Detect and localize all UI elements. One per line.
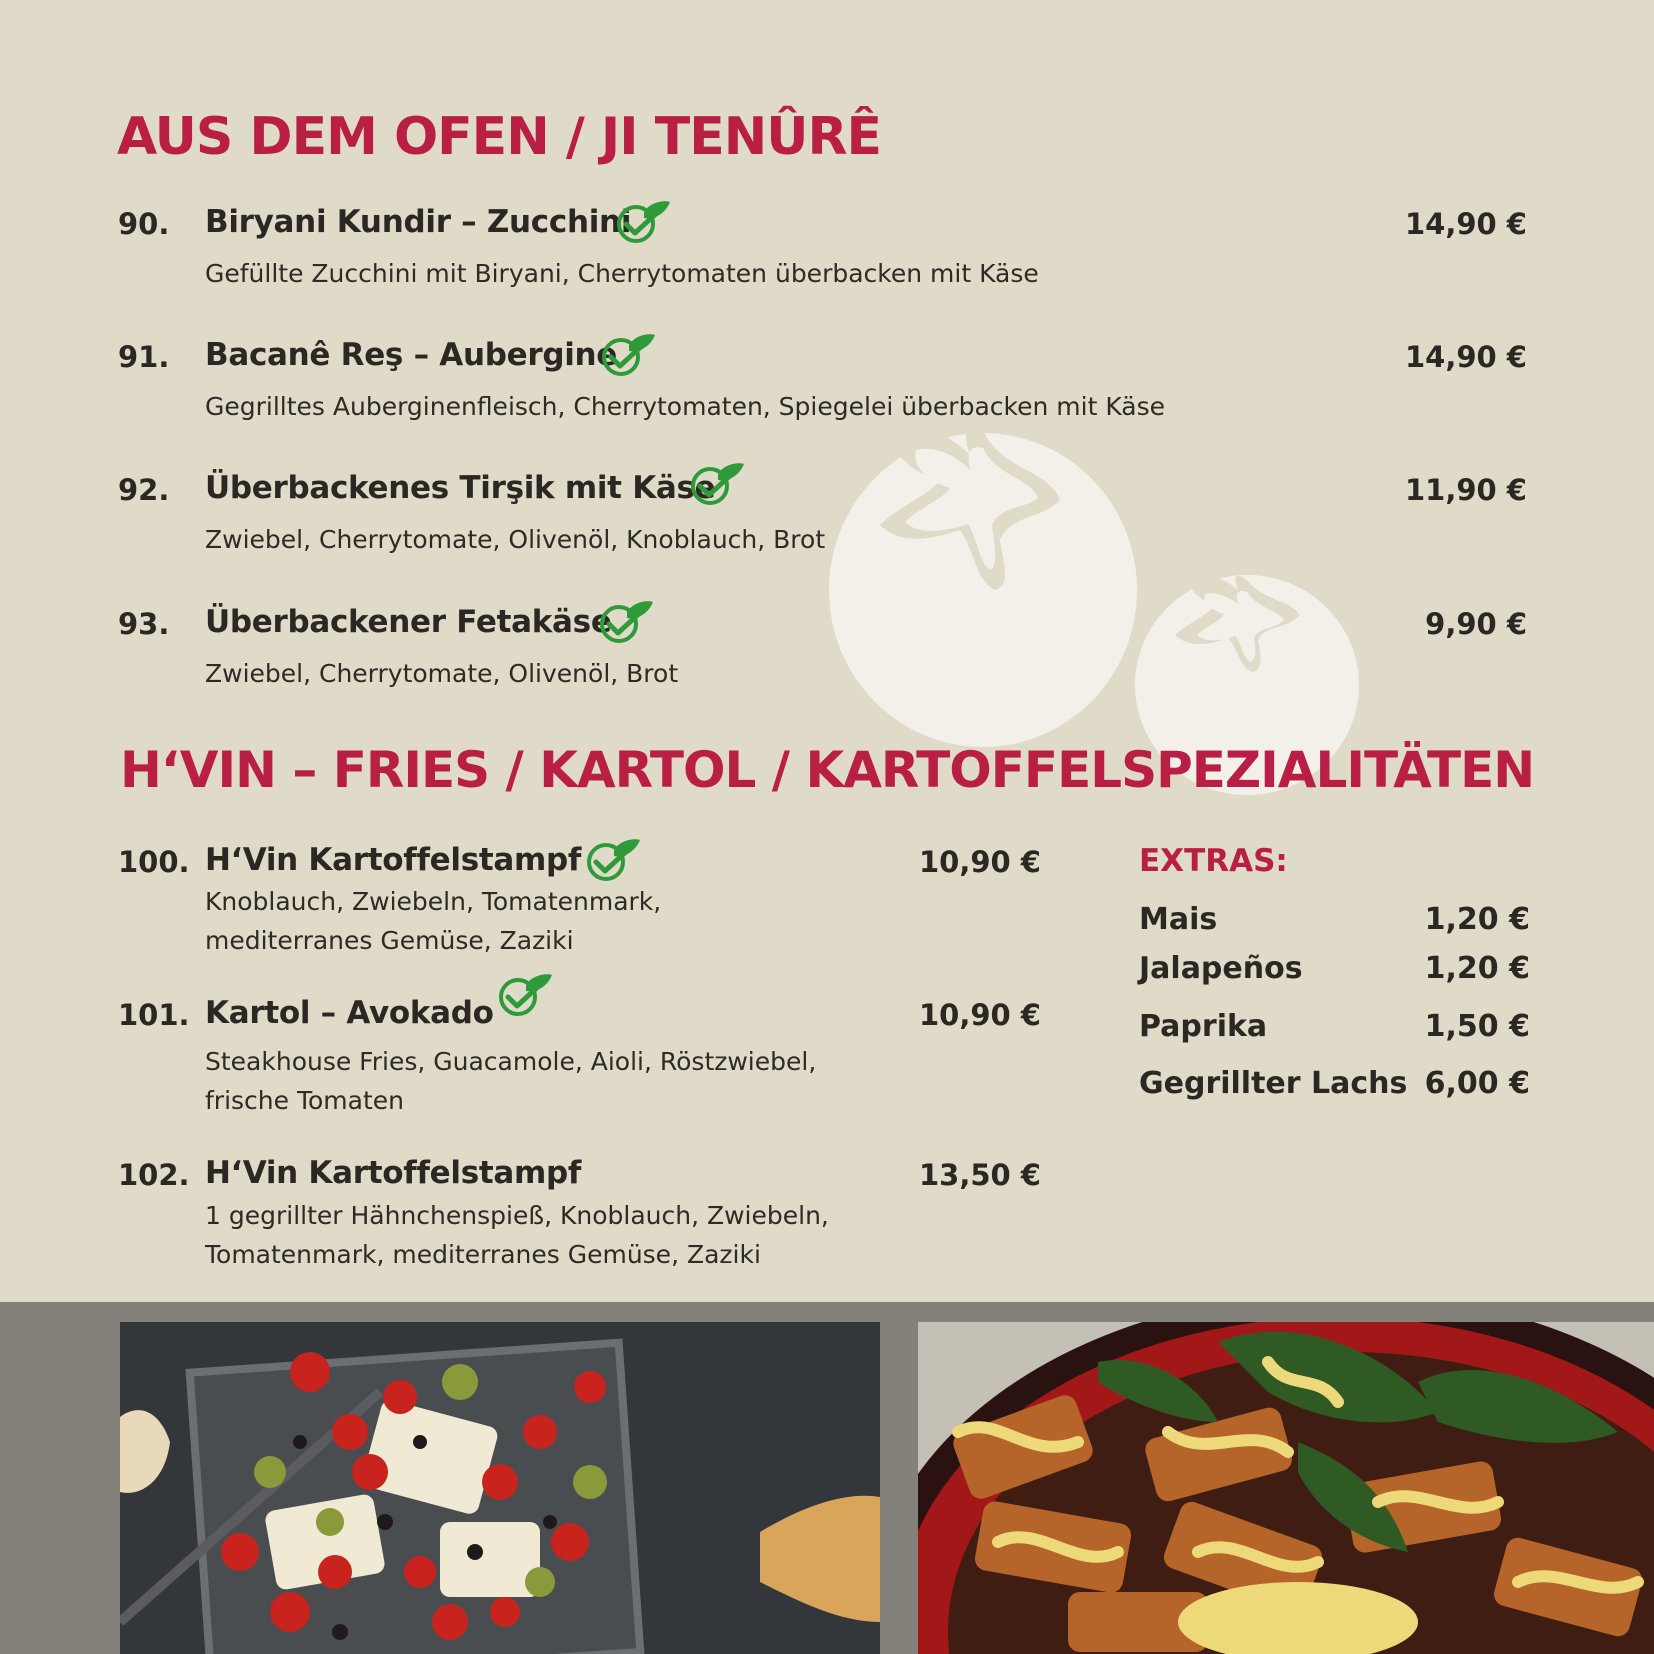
item-description: Gegrilltes Auberginenfleisch, Cherrytomaten, Spiegelei überbacken mit Käse — [205, 392, 1166, 421]
item-description: Gefüllte Zucchini mit Biryani, Cherrytomaten überbacken mit Käse — [205, 259, 1039, 288]
item-price: 14,90 € — [1404, 207, 1527, 241]
item-price: 10,90 € — [918, 998, 1041, 1032]
section-heading-oven: AUS DEM OFEN / JI TENÛRÊ — [117, 107, 882, 167]
leaf-check-icon — [688, 462, 746, 508]
baked-feta-photo — [120, 1322, 880, 1654]
fried-chicken-salad-photo — [918, 1322, 1654, 1654]
extra-price: 1,50 € — [1424, 1009, 1530, 1044]
item-description: Zwiebel, Cherrytomate, Olivenöl, Knoblauch, Brot — [205, 525, 826, 554]
extra-name: Paprika — [1139, 1009, 1268, 1044]
item-number: 90. — [118, 207, 170, 241]
item-number: 93. — [118, 607, 170, 641]
item-number: 100. — [118, 845, 190, 879]
item-price: 9,90 € — [1425, 607, 1527, 641]
leaf-check-icon — [496, 973, 554, 1019]
item-description: Knoblauch, Zwiebeln, Tomatenmark, mediterranes Gemüse, Zaziki — [205, 887, 662, 955]
leaf-check-icon — [584, 838, 642, 884]
item-description: Steakhouse Fries, Guacamole, Aioli, Röstzwiebel, frische Tomaten — [205, 1047, 817, 1115]
leaf-check-icon — [599, 333, 657, 379]
item-price: 11,90 € — [1404, 473, 1527, 507]
item-price: 13,50 € — [918, 1158, 1041, 1192]
extras-title: EXTRAS: — [1139, 843, 1288, 879]
item-name: Biryani Kundir – Zucchini — [205, 204, 632, 240]
item-name: Kartol – Avokado — [205, 995, 494, 1031]
leaf-check-icon — [614, 200, 672, 246]
item-name: Bacanê Reş – Aubergine — [205, 337, 618, 373]
item-price: 14,90 € — [1404, 340, 1527, 374]
section-heading-fries: H‘VIN – FRIES / KARTOL / KARTOFFELSPEZIALITÄTEN — [120, 741, 1535, 799]
item-name: H‘Vin Kartoffelstampf — [205, 842, 582, 878]
item-number: 92. — [118, 473, 170, 507]
extra-name: Gegrillter Lachs — [1139, 1066, 1408, 1101]
extra-name: Mais — [1139, 902, 1218, 937]
leaf-check-icon — [597, 600, 655, 646]
extra-price: 1,20 € — [1424, 902, 1530, 937]
extra-name: Jalapeños — [1139, 951, 1303, 986]
item-name: Überbackenes Tirşik mit Käse — [205, 470, 716, 506]
extra-price: 6,00 € — [1424, 1066, 1530, 1101]
item-description: Zwiebel, Cherrytomate, Olivenöl, Brot — [205, 659, 679, 688]
item-price: 10,90 € — [918, 845, 1041, 879]
item-name: Überbackener Fetakäse — [205, 604, 612, 640]
item-name: H‘Vin Kartoffelstampf — [205, 1155, 582, 1191]
extra-price: 1,20 € — [1424, 951, 1530, 986]
item-number: 101. — [118, 998, 190, 1032]
item-number: 102. — [118, 1158, 190, 1192]
item-description: 1 gegrillter Hähnchenspieß, Knoblauch, Zwiebeln, Tomatenmark, mediterranes Gemüse, Zaziki — [205, 1201, 829, 1269]
item-number: 91. — [118, 340, 170, 374]
